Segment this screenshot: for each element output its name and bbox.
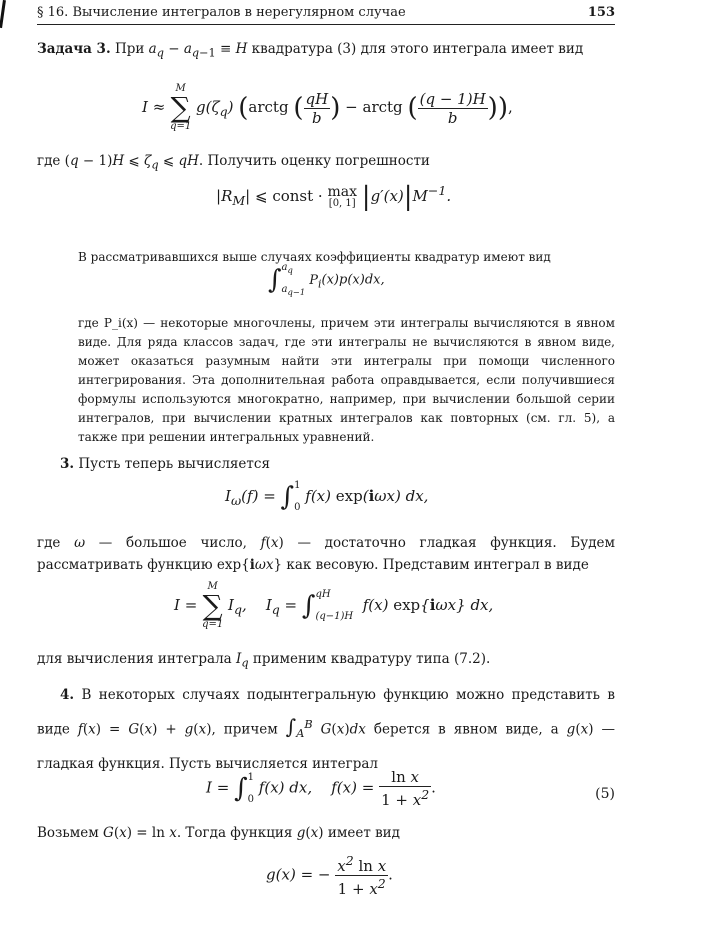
- para3b: для вычисления интеграла $I_q$ применим квадратуру типа (7.2).: [37, 651, 491, 670]
- task3-paragraph: [37, 38, 615, 65]
- small-paragraph: где P_i(x) — некоторые многочлены, причем эти интегралы вычисляются в явном виде. Для ряда классов задач, где эти интегралы не вычисляются в явном виде, может оказаться разумным найти эти интегралы при помощи численного интегрирования. Эта дополнительная работа оправдывается, если получившиеся формулы используются многократно, например, при вычислении большой серии интегралов, при вычислении кратных интегралов как повторных (см. гл. 5), а также при решении интегральных уравнений.: [78, 316, 615, 444]
- formula-error-estimate: $|R_M|$ ⩽ const · max [0, 1] $|g'(x)|M^{-1}$.: [216, 182, 452, 212]
- item3-number: 3.: [60, 456, 75, 472]
- formula-sum-of-Iq: I = M ∑ q=1 $I_q$, $I_q$ = ∫ qH (q−1)H f(x) exp{iωx} dx,: [174, 581, 494, 630]
- header-section: § 16. Вычисление интегралов в нерегулярном случае: [37, 5, 406, 20]
- task3-text: При $a_q - a_{q-1} \equiv H$ квадратура (3) для этого интеграла имеет вид: [114, 41, 584, 60]
- equation-number: (5): [595, 786, 615, 802]
- where-line: где (q − 1)H ⩽ $\zeta_q$ ⩽ qH. Получить оценку погрешности: [37, 153, 430, 172]
- formula-g: g(x) = − $\frac{x^2 \ln x}{1 + x^2}$ .: [266, 853, 393, 898]
- formula-log-integral: I = ∫ 1 0 f(x) dx, f(x) = $\frac{\text{ln x}}{1 + x^2}$ .: [206, 768, 436, 809]
- item3-intro: [60, 453, 615, 475]
- formula-quadrature-arctg: I ≈ M ∑ q=1 $g(\zeta_q)$ (arctg ( $\frac{qH}{b}$ ) − arctg ( $\frac{(q - 1)H}{b}$ )),: [142, 83, 513, 132]
- formula-coefficients: ∫ $a_q$ $a_{q-1}$ $P_i(x)p(x)dx$,: [268, 262, 385, 297]
- para4b: Возьмем G(x) = ln x. Тогда функция g(x) имеет вид: [37, 825, 400, 841]
- margin-mark: [0, 0, 6, 28]
- page-number: 153: [587, 5, 615, 20]
- item4-paragraph: 4. В некоторых случаях подынтегральную функцию можно представить в виде f(x) = G(x) + g(x), причем $\int_A^B$ G(x)dx берется в явном виде, а g(x) — гладкая функция. Пусть вычисляется интеграл: [37, 687, 615, 773]
- small-intro: В рассматривавшихся выше случаях коэффициенты квадратур имеют вид: [78, 250, 551, 264]
- task3-label: Задача 3.: [37, 41, 111, 57]
- item4-number: 4.: [60, 687, 75, 703]
- formula-oscillatory-integral: $I_\omega(f)$ = ∫ 1 0 f(x) exp(iωx) dx,: [225, 480, 429, 513]
- header-rule: [37, 24, 615, 25]
- running-header: [37, 5, 615, 20]
- para3: где ω — большое число, f(x) — достаточно гладкая функция. Будем рассматривать функцию exp{iωx} как весовую. Представим интеграл в виде: [37, 535, 615, 573]
- item3-text: Пусть теперь вычисляется: [78, 456, 270, 472]
